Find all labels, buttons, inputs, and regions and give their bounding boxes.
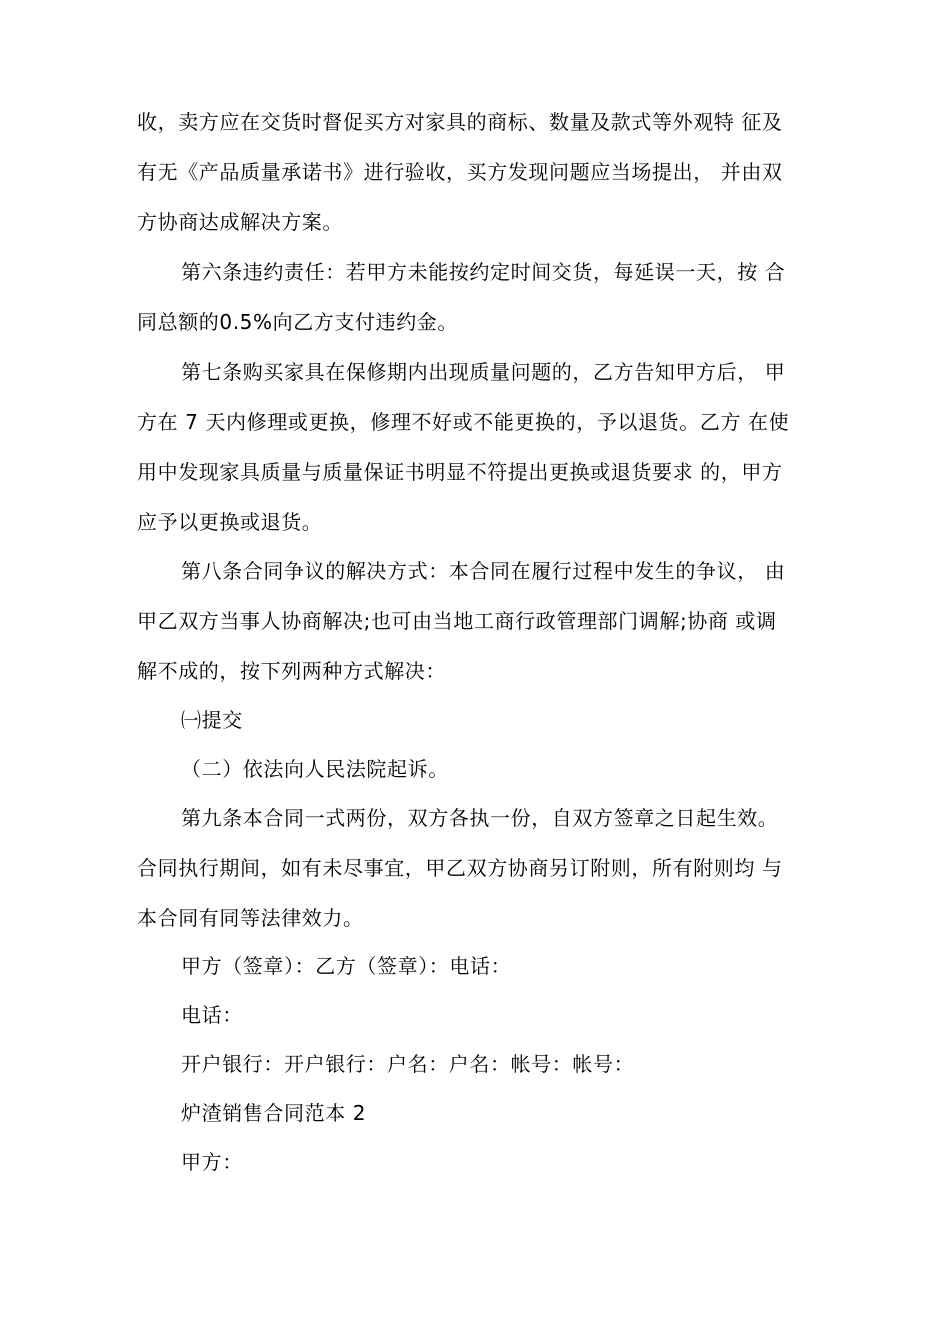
- text-line-4: 第六条违约责任：若甲方未能按约定时间交货，每延误一天，按 合: [181, 260, 786, 284]
- text-line-2: 有无《产品质量承诺书》进行验收，买方发现问题应当场提出， 并由双: [137, 160, 783, 184]
- text-line-12: 解不成的，按下列两种方式解决：: [137, 659, 446, 683]
- text-line-21: 炉渣销售合同范本 2: [181, 1101, 367, 1125]
- text-line-20: 开户银行：开户银行：户名：户名：帐号：帐号：: [181, 1052, 635, 1076]
- text-line-19: 电话：: [181, 1003, 243, 1027]
- text-line-13: ㈠提交: [181, 708, 243, 732]
- text-line-14: （二）依法向人民法院起诉。: [181, 757, 449, 781]
- text-line-1: 收，卖方应在交货时督促买方对家具的商标、数量及款式等外观特 征及: [137, 110, 783, 134]
- text-line-22: 甲方：: [181, 1150, 243, 1174]
- text-line-5: 同总额的0.5%向乙方支付违约金。: [137, 310, 459, 334]
- text-line-10: 第八条合同争议的解决方式：本合同在履行过程中发生的争议， 由: [181, 559, 786, 583]
- text-line-3: 方协商达成解决方案。: [137, 210, 343, 234]
- text-line-6: 第七条购买家具在保修期内出现质量问题的，乙方告知甲方后， 甲: [181, 360, 786, 384]
- text-line-8: 用中发现家具质量与质量保证书明显不符提出更换或退货要求 的，甲方: [137, 460, 783, 484]
- text-line-15: 第九条本合同一式两份，双方各执一份，自双方签章之日起生效。: [181, 806, 779, 830]
- text-line-7: 方在 7 天内修理或更换，修理不好或不能更换的，予以退货。乙方 在使: [137, 410, 790, 434]
- text-line-11: 甲乙双方当事人协商解决;也可由当地工商行政管理部门调解;协商 或调: [137, 609, 777, 633]
- text-line-18: 甲方（签章）：乙方（签章）：电话：: [181, 954, 512, 978]
- text-line-16: 合同执行期间，如有未尽事宜，甲乙双方协商另订附则，所有附则均 与: [137, 856, 783, 880]
- text-line-9: 应予以更换或退货。: [137, 510, 323, 534]
- text-line-17: 本合同有同等法律效力。: [137, 906, 364, 930]
